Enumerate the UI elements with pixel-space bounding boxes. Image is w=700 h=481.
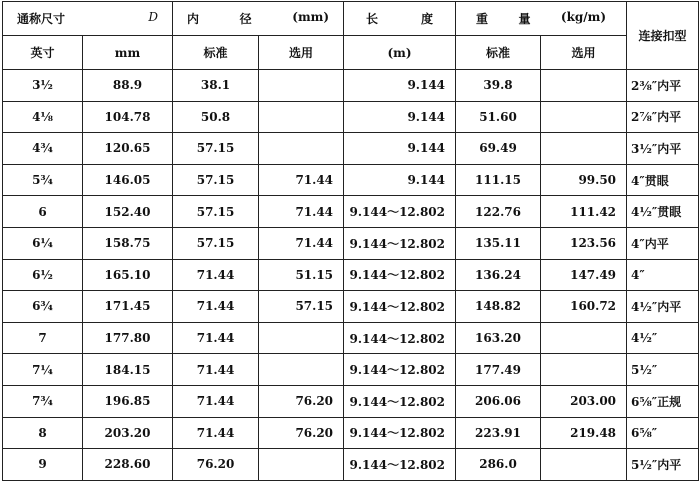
inner-diameter-unit: (mm): [292, 10, 330, 24]
cell-id-standard: 50.8: [173, 101, 259, 133]
cell-weight-optional: 219.48: [541, 417, 627, 449]
cell-weight-optional: [541, 70, 627, 102]
cell-mm: 120.65: [83, 133, 173, 165]
cell-length: 9.144～12.802: [344, 291, 456, 323]
cell-id-standard: 57.15: [173, 227, 259, 259]
cell-mm: 196.85: [83, 385, 173, 417]
cell-id-optional: [259, 70, 344, 102]
cell-length: 9.144～12.802: [344, 227, 456, 259]
cell-mm: 165.10: [83, 259, 173, 291]
cell-id-optional: [259, 449, 344, 481]
cell-length: 9.144: [344, 101, 456, 133]
nominal-size-symbol: D: [148, 10, 159, 24]
weight-right: 量: [518, 12, 531, 26]
table-row: [3, 291, 699, 323]
cell-mm: 152.40: [83, 196, 173, 228]
cell-inch: 6: [3, 196, 83, 228]
cell-weight-optional: 99.50: [541, 164, 627, 196]
cell-connection-type: 5½″内平: [627, 449, 699, 481]
weight-unit: (kg/m): [560, 10, 607, 24]
table-row: [3, 259, 699, 291]
id-optional-subheader: 选用: [259, 36, 344, 70]
cell-mm: 228.60: [83, 449, 173, 481]
cell-id-optional: [259, 101, 344, 133]
cell-weight-standard: 39.8: [456, 70, 541, 102]
cell-weight-standard: 111.15: [456, 164, 541, 196]
cell-connection-type: 2⅜″内平: [627, 70, 699, 102]
cell-connection-type: 6⅝″: [627, 417, 699, 449]
cell-weight-optional: 123.56: [541, 227, 627, 259]
nominal-size-label: 通称尺寸: [17, 12, 66, 26]
cell-weight-optional: 111.42: [541, 196, 627, 228]
cell-id-standard: 57.15: [173, 196, 259, 228]
weight-left: 重: [476, 12, 489, 26]
cell-length: 9.144～12.802: [344, 259, 456, 291]
inner-diameter-right: 径: [239, 12, 252, 26]
connection-type-header: 连接扣型: [627, 2, 699, 70]
cell-mm: 203.20: [83, 417, 173, 449]
table-row: [3, 385, 699, 417]
table-row: [3, 417, 699, 449]
inner-diameter-header: [173, 2, 344, 36]
cell-mm: 171.45: [83, 291, 173, 323]
cell-id-optional: 71.44: [259, 227, 344, 259]
cell-id-standard: 71.44: [173, 322, 259, 354]
cell-weight-optional: 147.49: [541, 259, 627, 291]
cell-connection-type: 6⅝″正规: [627, 385, 699, 417]
cell-weight-optional: 203.00: [541, 385, 627, 417]
cell-inch: 6½: [3, 259, 83, 291]
cell-length: 9.144～12.802: [344, 449, 456, 481]
cell-id-optional: [259, 133, 344, 165]
id-standard-subheader: 标准: [173, 36, 259, 70]
cell-mm: 184.15: [83, 354, 173, 386]
cell-mm: 146.05: [83, 164, 173, 196]
cell-id-standard: 71.44: [173, 354, 259, 386]
weight-standard-subheader: 标准: [456, 36, 541, 70]
cell-length: 9.144～12.802: [344, 417, 456, 449]
cell-id-optional: 76.20: [259, 385, 344, 417]
table-row: [3, 101, 699, 133]
cell-id-standard: 57.15: [173, 164, 259, 196]
cell-inch: 3½: [3, 70, 83, 102]
cell-id-standard: 71.44: [173, 417, 259, 449]
cell-connection-type: 4½″: [627, 322, 699, 354]
cell-weight-standard: 163.20: [456, 322, 541, 354]
inner-diameter-left: 内: [187, 12, 200, 26]
cell-length: 9.144: [344, 133, 456, 165]
cell-inch: 7: [3, 322, 83, 354]
cell-weight-standard: 136.24: [456, 259, 541, 291]
cell-weight-standard: 69.49: [456, 133, 541, 165]
cell-length: 9.144: [344, 70, 456, 102]
table-row: [3, 449, 699, 481]
cell-connection-type: 5½″: [627, 354, 699, 386]
cell-inch: 7¼: [3, 354, 83, 386]
cell-id-standard: 76.20: [173, 449, 259, 481]
table-row: [3, 133, 699, 165]
cell-id-optional: 57.15: [259, 291, 344, 323]
cell-id-optional: 71.44: [259, 164, 344, 196]
weight-optional-subheader: 选用: [541, 36, 627, 70]
length-unit-subheader: (m): [344, 36, 456, 70]
cell-weight-standard: 286.0: [456, 449, 541, 481]
cell-id-standard: 38.1: [173, 70, 259, 102]
cell-id-standard: 71.44: [173, 259, 259, 291]
table-row: [3, 322, 699, 354]
cell-weight-optional: [541, 101, 627, 133]
cell-weight-standard: 177.49: [456, 354, 541, 386]
cell-inch: 4¾: [3, 133, 83, 165]
cell-id-optional: 51.15: [259, 259, 344, 291]
cell-inch: 4⅛: [3, 101, 83, 133]
cell-id-optional: [259, 322, 344, 354]
header-row-1: [3, 2, 699, 36]
table-row: [3, 354, 699, 386]
cell-length: 9.144～12.802: [344, 196, 456, 228]
cell-weight-optional: [541, 322, 627, 354]
cell-inch: 8: [3, 417, 83, 449]
cell-mm: 88.9: [83, 70, 173, 102]
cell-id-standard: 71.44: [173, 291, 259, 323]
cell-id-standard: 71.44: [173, 385, 259, 417]
cell-weight-optional: [541, 449, 627, 481]
drill-collar-spec-table: [2, 1, 699, 481]
cell-inch: 6¾: [3, 291, 83, 323]
cell-weight-standard: 148.82: [456, 291, 541, 323]
cell-connection-type: 4″: [627, 259, 699, 291]
cell-length: 9.144～12.802: [344, 385, 456, 417]
cell-inch: 9: [3, 449, 83, 481]
table-row: [3, 70, 699, 102]
cell-connection-type: 3½″内平: [627, 133, 699, 165]
cell-mm: 177.80: [83, 322, 173, 354]
cell-length: 9.144～12.802: [344, 322, 456, 354]
drill-collar-spec-table-container: [2, 1, 698, 472]
cell-inch: 6¼: [3, 227, 83, 259]
header-row-2: [3, 36, 699, 70]
cell-connection-type: 4″贯眼: [627, 164, 699, 196]
cell-length: 9.144: [344, 164, 456, 196]
cell-weight-standard: 223.91: [456, 417, 541, 449]
table-row: [3, 196, 699, 228]
cell-mm: 104.78: [83, 101, 173, 133]
cell-weight-optional: 160.72: [541, 291, 627, 323]
cell-id-optional: 71.44: [259, 196, 344, 228]
table-row: [3, 227, 699, 259]
cell-inch: 7¾: [3, 385, 83, 417]
nominal-size-header: [3, 2, 173, 36]
cell-weight-standard: 206.06: [456, 385, 541, 417]
length-header: [344, 2, 456, 36]
table-row: [3, 164, 699, 196]
cell-connection-type: 4½″贯眼: [627, 196, 699, 228]
mm-subheader: mm: [83, 36, 173, 70]
cell-mm: 158.75: [83, 227, 173, 259]
length-right: 度: [421, 12, 434, 26]
length-left: 长: [366, 12, 379, 26]
cell-id-optional: [259, 354, 344, 386]
cell-length: 9.144～12.802: [344, 354, 456, 386]
cell-id-optional: 76.20: [259, 417, 344, 449]
cell-weight-standard: 135.11: [456, 227, 541, 259]
cell-connection-type: 2⅞″内平: [627, 101, 699, 133]
cell-weight-optional: [541, 354, 627, 386]
inch-subheader: 英寸: [3, 36, 83, 70]
cell-connection-type: 4″内平: [627, 227, 699, 259]
cell-connection-type: 4½″内平: [627, 291, 699, 323]
weight-header: [456, 2, 627, 36]
cell-weight-standard: 51.60: [456, 101, 541, 133]
cell-weight-optional: [541, 133, 627, 165]
cell-id-standard: 57.15: [173, 133, 259, 165]
cell-inch: 5¾: [3, 164, 83, 196]
cell-weight-standard: 122.76: [456, 196, 541, 228]
